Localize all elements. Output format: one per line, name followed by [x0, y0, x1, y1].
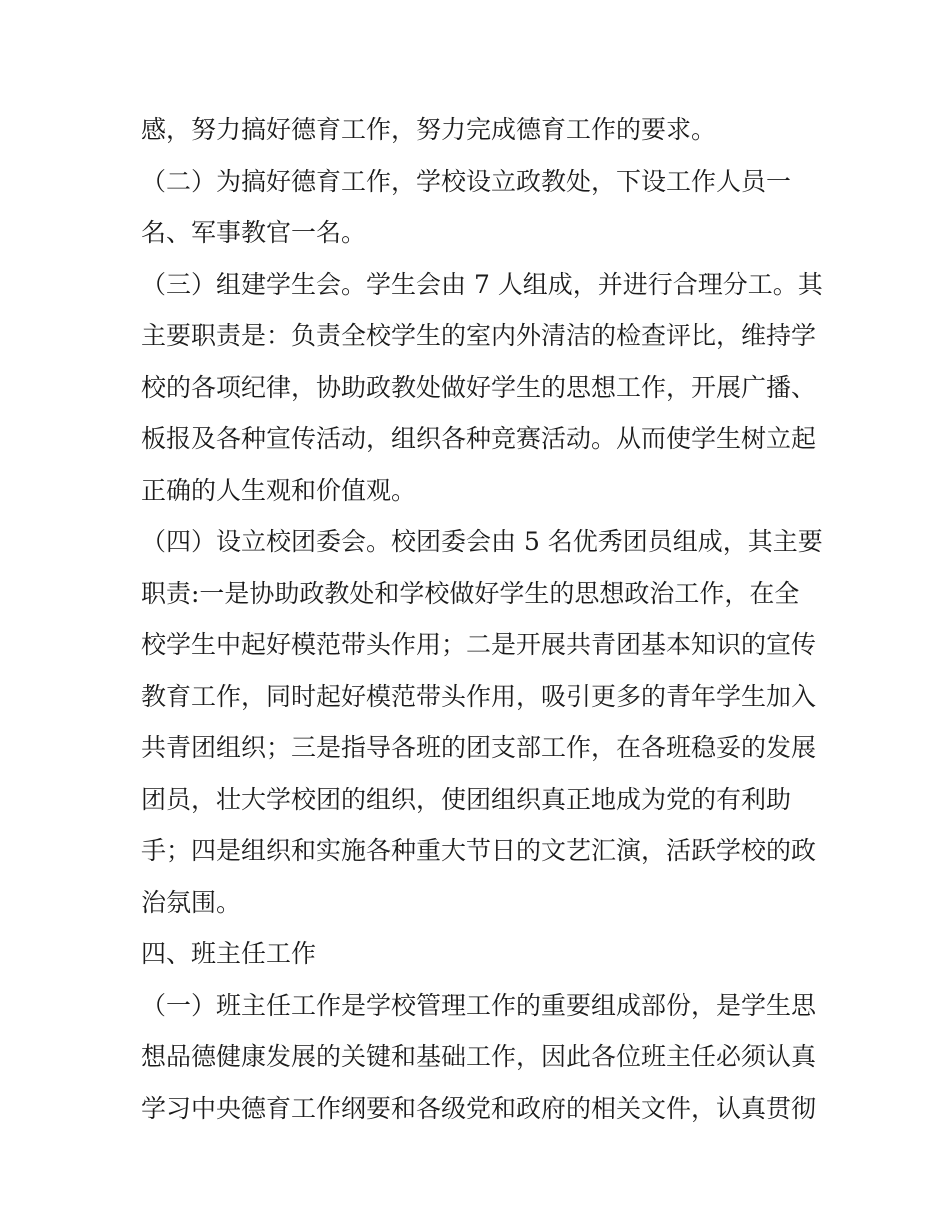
text-line: 想品德健康发展的关键和基础工作，因此各位班主任必须认真 [141, 1042, 817, 1071]
text-line: 校学生中起好模范带头作用；二是开展共青团基本知识的宣传 [141, 630, 817, 659]
text-line: 主要职责是：负责全校学生的室内外清洁的检查评比，维持学 [141, 321, 817, 350]
text-line: （四）设立校团委会。校团委会由 5 名优秀团员组成，其主要 [141, 527, 823, 556]
text-line: 感，努力搞好德育工作，努力完成德育工作的要求。 [141, 115, 717, 144]
text-line: 职责:一是协助政教处和学校做好学生的思想政治工作，在全 [141, 578, 800, 608]
text-line: 团员，壮大学校团的组织，使团组织真正地成为党的有利助 [141, 784, 792, 814]
body-text [141, 108, 821, 1138]
text-line: 手；四是组织和实施各种重大节日的文艺汇演，活跃学校的政 [141, 836, 817, 865]
text-line: 治氛围。 [141, 887, 242, 917]
text-line: 共青团组织；三是指导各班的团支部工作，在各班稳妥的发展 [141, 733, 817, 762]
text-line: （三）组建学生会。学生会由 7 人组成，并进行合理分工。其 [141, 269, 823, 299]
text-line: 名、军事教官一名。 [141, 218, 367, 247]
text-line: 学习中央德育工作纲要和各级党和政府的相关文件，认真贯彻 [141, 1093, 817, 1123]
text-line: （二）为搞好德育工作，学校设立政教处，下设工作人员一 [141, 166, 792, 196]
text-line: 教育工作，同时起好模范带头作用，吸引更多的青年学生加入 [141, 681, 817, 711]
section-heading: 四、班主任工作 [141, 939, 317, 968]
text-line: 校的各项纪律，协助政教处做好学生的思想工作，开展广播、 [141, 372, 817, 402]
text-line: 正确的人生观和价值观。 [141, 475, 417, 505]
text-line: （一）班主任工作是学校管理工作的重要组成部份，是学生思 [141, 990, 817, 1020]
text-line: 板报及各种宣传活动，组织各种竞赛活动。从而使学生树立起 [141, 424, 817, 453]
